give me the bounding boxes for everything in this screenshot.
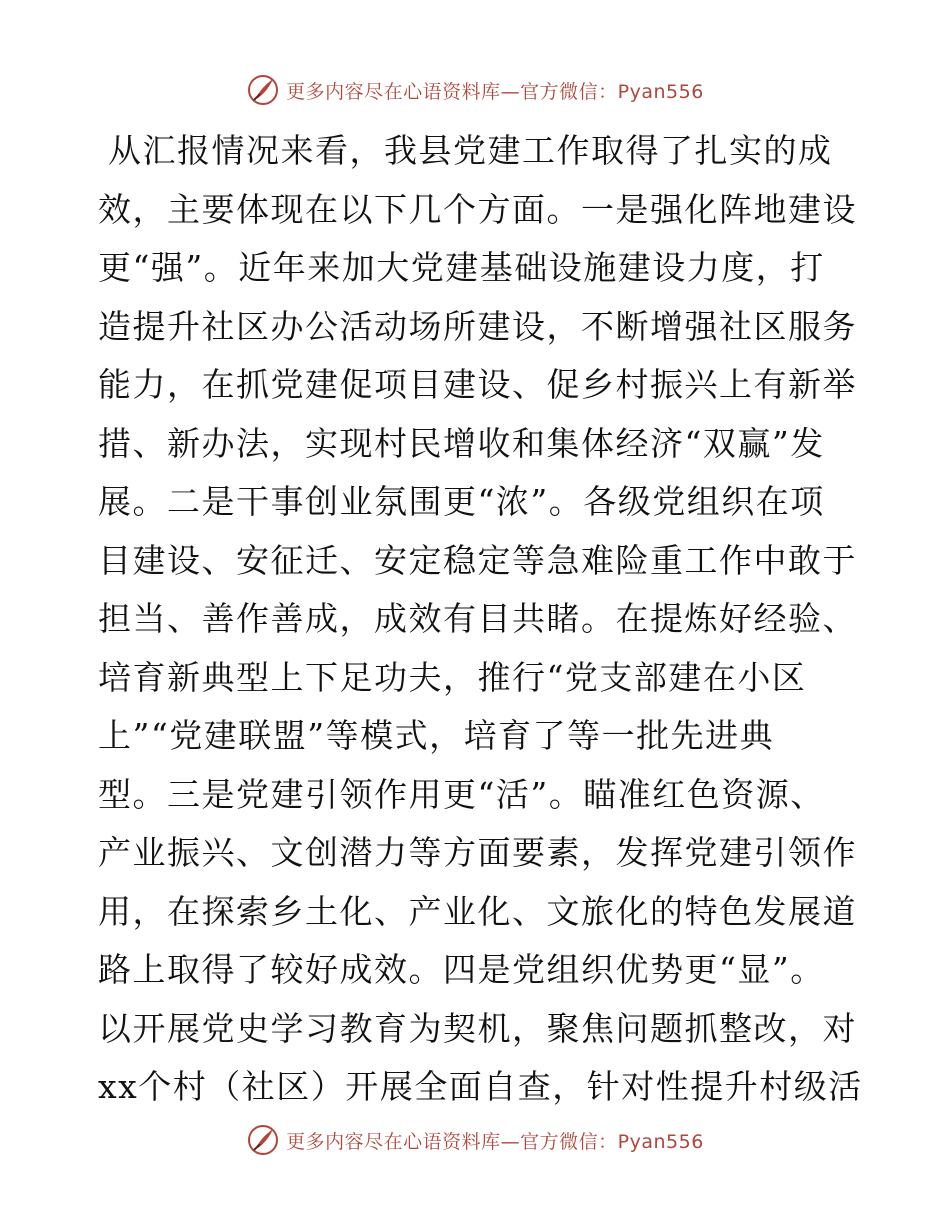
- body-line: 目建设、安征迁、安定稳定等急难险重工作中敢于: [98, 540, 857, 580]
- footer-banner-text: 更多内容尽在心语资料库—官方微信：Pyan556: [286, 1130, 704, 1153]
- quill-pen-logo-icon: [246, 73, 280, 107]
- body-line: 能力，在抓党建促项目建设、促乡村振兴上有新举: [98, 365, 857, 404]
- body-line: 从汇报情况来看，我县党建工作取得了扎实的成: [108, 131, 833, 170]
- body-line: 产业振兴、文创潜力等方面要素，发挥党建引领作: [98, 833, 857, 872]
- body-line: 路上取得了较好成效。四是党组织优势更“显”。: [98, 950, 825, 989]
- body-line: 担当、善作善成，成效有目共睹。在提炼好经验、: [98, 599, 857, 638]
- body-line: 造提升社区办公活动场所建设，不断增强社区服务: [98, 306, 857, 346]
- body-line: 展。二是干事创业氛围更“浓”。各级党组织在项: [98, 482, 825, 521]
- body-line: 以开展党史学习教育为契机，聚焦问题抓整改，对: [98, 1008, 857, 1048]
- header-banner: [0, 70, 950, 110]
- body-line: xx个村（社区）开展全面自查，针对性提升村级活: [98, 1067, 863, 1106]
- document-body: [98, 122, 863, 1117]
- body-line: 型。三是党建引领作用更“活”。瞄准红色资源、: [98, 774, 825, 814]
- header-banner-text: 更多内容尽在心语资料库—官方微信：Pyan556: [286, 80, 704, 103]
- footer-banner: [0, 1120, 950, 1160]
- body-line: 用，在探索乡土化、产业化、文旅化的特色发展道: [98, 891, 857, 931]
- body-line: 上”“党建联盟”等模式，培育了等一批先进典: [98, 716, 775, 755]
- quill-pen-logo-icon: [246, 1123, 280, 1157]
- body-line: 措、新办法，实现村民增收和集体经济“双赢”发: [98, 423, 825, 463]
- body-line: 培育新典型上下足功夫，推行“党支部建在小区: [98, 657, 807, 697]
- body-line: 效，主要体现在以下几个方面。一是强化阵地建设: [98, 189, 857, 229]
- body-line: 更“强”。近年来加大党建基础设施建设力度，打: [98, 248, 825, 287]
